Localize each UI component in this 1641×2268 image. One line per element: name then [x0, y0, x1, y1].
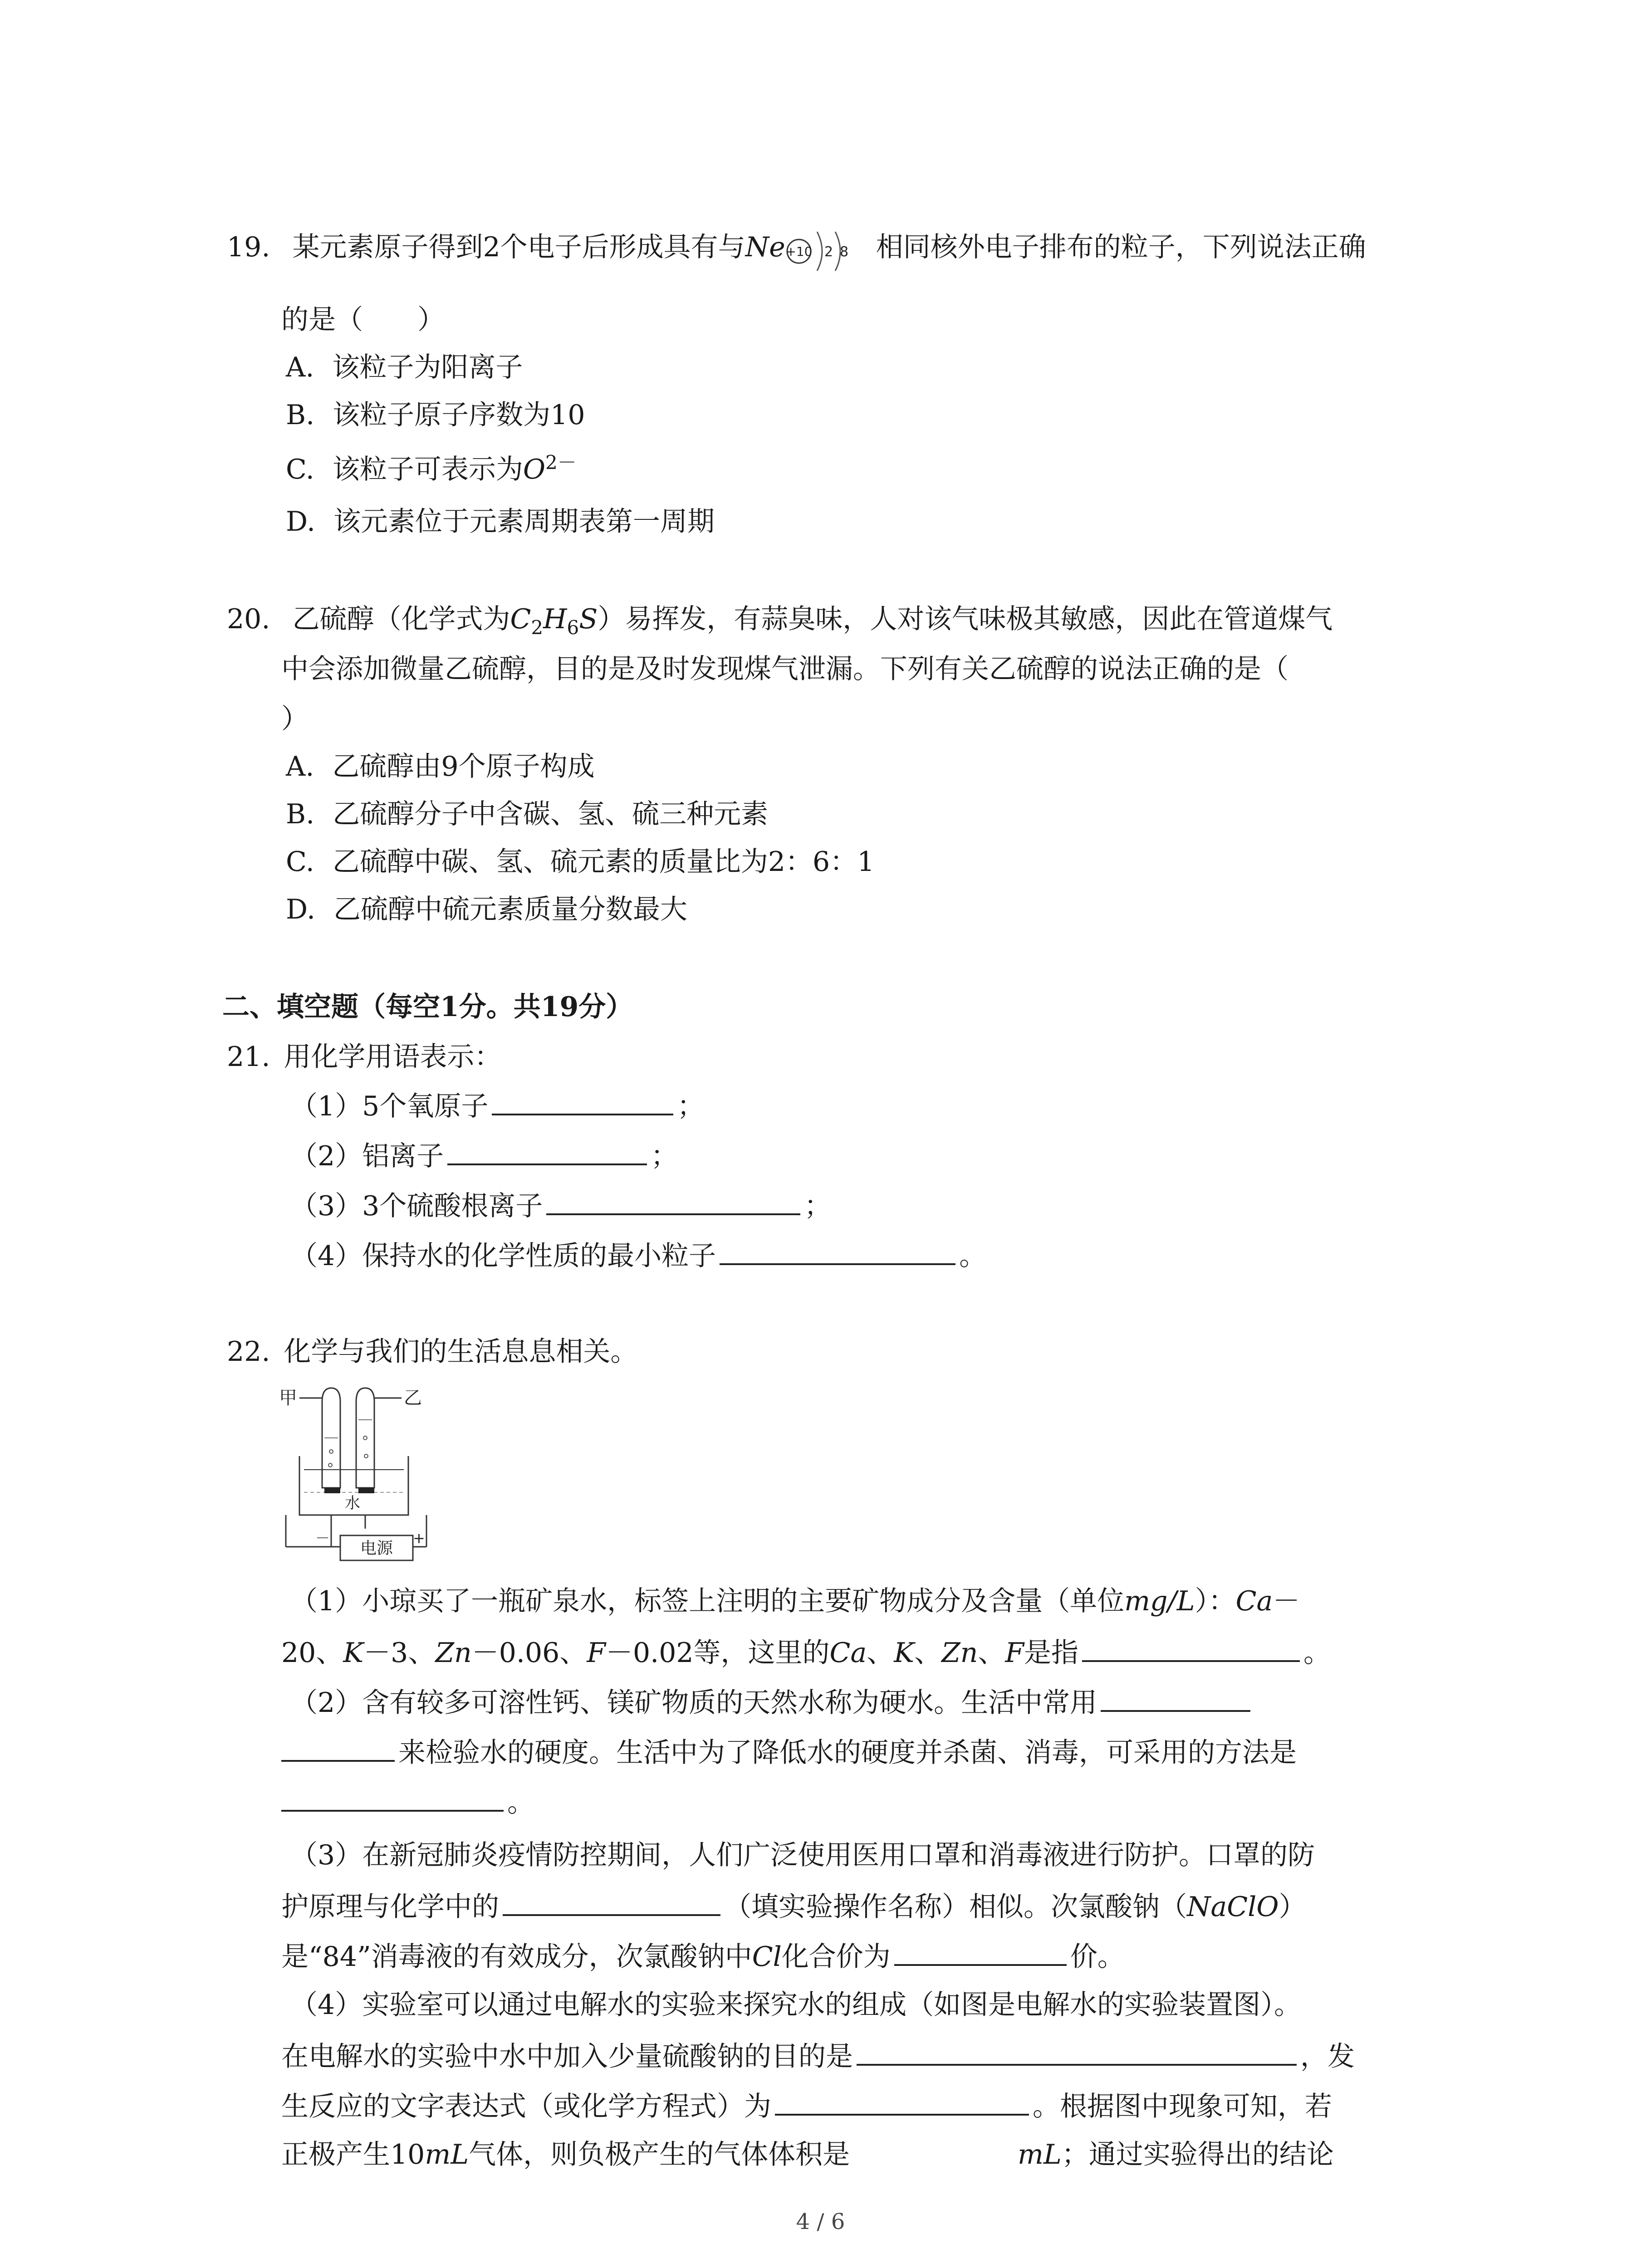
answer-blank[interactable] — [281, 1783, 504, 1812]
power-source-label: 电源 — [360, 1539, 393, 1558]
q22-p2-line2: 来检验水的硬度。生活中为了降低水的硬度并杀菌、消毒，可采用的方法是 — [281, 1733, 1297, 1771]
q19-number: 19. — [227, 231, 270, 263]
q22-p1-line1: （1）小琼买了一瓶矿泉水，标签上注明的主要矿物成分及含量（单位mg/L）：Ca－ — [290, 1585, 1300, 1617]
answer-blank[interactable] — [1101, 1683, 1250, 1712]
q22-p4-line1: （4）实验室可以通过电解水的实验来探究水的组成（如图是电解水的实验装置图）。 — [290, 1989, 1302, 2021]
minus-sign: － — [315, 1530, 330, 1547]
label-jia: 甲 — [279, 1388, 297, 1408]
q22-p2-line1: （2）含有较多可溶性钙、镁矿物质的天然水称为硬水。生活中常用 — [290, 1683, 1254, 1721]
q20-line1: 20. 乙硫醇（化学式为$C_2H_6S$）易挥发，有蒜臭味，人对该气味极其敏感，因此在管道煤气 — [227, 603, 1333, 639]
q19-option-a: A. 该粒子为阳离子 — [286, 352, 523, 383]
q20-line2: 中会添加微量乙硫醇，目的是及时发现煤气泄漏。下列有关乙硫醇的说法正确的是（ — [281, 653, 1288, 685]
q19-option-b: B. 该粒子原子序数为10 — [286, 399, 585, 431]
q19-text-before: 某元素原子得到2个电子后形成具有与 — [292, 231, 745, 263]
q19-option-c: C. 该粒子可表示为$O^{2-}$ — [286, 451, 577, 485]
answer-blank[interactable] — [857, 2037, 1297, 2066]
label-water: 水 — [345, 1494, 360, 1512]
shell-2: 8 — [839, 244, 848, 260]
q19-element: Ne — [745, 231, 785, 263]
nucleus-charge: +10 — [785, 244, 813, 259]
q19-line1 — [227, 229, 1366, 267]
page-number: 4 / 6 — [796, 2209, 845, 2234]
answer-blank[interactable] — [503, 1887, 720, 1916]
q22-p3-line2: 护原理与化学中的 （填实验操作名称）相似。次氯酸钠（NaClO） — [281, 1887, 1306, 1925]
q22-p1-line2: 20、K－3、Zn－0.06、F－0.02等，这里的Ca、K、Zn、F是指 。 — [281, 1633, 1331, 1671]
answer-blank[interactable] — [546, 1186, 800, 1215]
answer-blank[interactable] — [447, 1136, 647, 1165]
electrolysis-apparatus-figure — [277, 1379, 467, 1569]
answer-blank[interactable] — [1082, 1633, 1300, 1662]
q19-continuation: 的是（ ） — [281, 304, 445, 336]
q22-p3-line1: （3）在新冠肺炎疫情防控期间，人们广泛使用医用口罩和消毒液进行防护。口罩的防 — [290, 1839, 1315, 1871]
q20-option-a: A. 乙硫醇由9个原子构成 — [286, 751, 595, 782]
answer-blank[interactable] — [894, 1937, 1067, 1966]
q22-p2-line3: 。 — [281, 1783, 534, 1821]
q21-item-1: （1）5个氧原子 ； — [290, 1086, 704, 1124]
ne-structure-diagram — [785, 231, 876, 267]
q21-item-2: （2）铝离子 ； — [290, 1136, 678, 1174]
q21-item-3: （3）3个硫酸根离子 ； — [290, 1186, 831, 1224]
shell-1: 2 — [824, 244, 833, 260]
q19-text-after: 相同核外电子排布的粒子，下列说法正确 — [876, 231, 1366, 263]
section-heading: 二、填空题（每空1分。共19分） — [222, 991, 633, 1023]
q22-p3-line3: 是“84”消毒液的有效成分，次氯酸钠中Cl化合价为 价。 — [281, 1937, 1125, 1975]
answer-blank[interactable] — [492, 1086, 673, 1115]
q20-line3: ） — [281, 703, 309, 735]
q22-p4-line4: 正极产生10mL气体，则负极产生的气体体积是 mL；通过实验得出的结论 — [281, 2139, 1334, 2170]
q20-option-b: B. 乙硫醇分子中含碳、氢、硫三种元素 — [286, 798, 769, 830]
answer-blank[interactable] — [720, 1236, 955, 1265]
q20-option-c: C. 乙硫醇中碳、氢、硫元素的质量比为2：6：1 — [286, 846, 875, 878]
q19-option-d: D. 该元素位于元素周期表第一周期 — [286, 506, 715, 538]
q20-number: 20. — [227, 603, 270, 635]
q22-p4-line3: 生反应的文字表达式（或化学方程式）为 。根据图中现象可知，若 — [281, 2087, 1332, 2125]
label-yi: 乙 — [404, 1388, 422, 1408]
q20-option-d: D. 乙硫醇中硫元素质量分数最大 — [286, 894, 688, 925]
q21-stem: 21. 用化学用语表示： — [227, 1041, 502, 1073]
q21-item-4: （4）保持水的化学性质的最小粒子 。 — [290, 1236, 986, 1274]
q22-stem: 22. 化学与我们的生活息息相关。 — [227, 1336, 638, 1368]
q22-p4-line2: 在电解水的实验中水中加入少量硫酸钠的目的是 ，发 — [281, 2037, 1355, 2075]
plus-sign: + — [413, 1530, 425, 1547]
answer-blank[interactable] — [775, 2087, 1029, 2116]
answer-blank[interactable] — [281, 1733, 395, 1762]
